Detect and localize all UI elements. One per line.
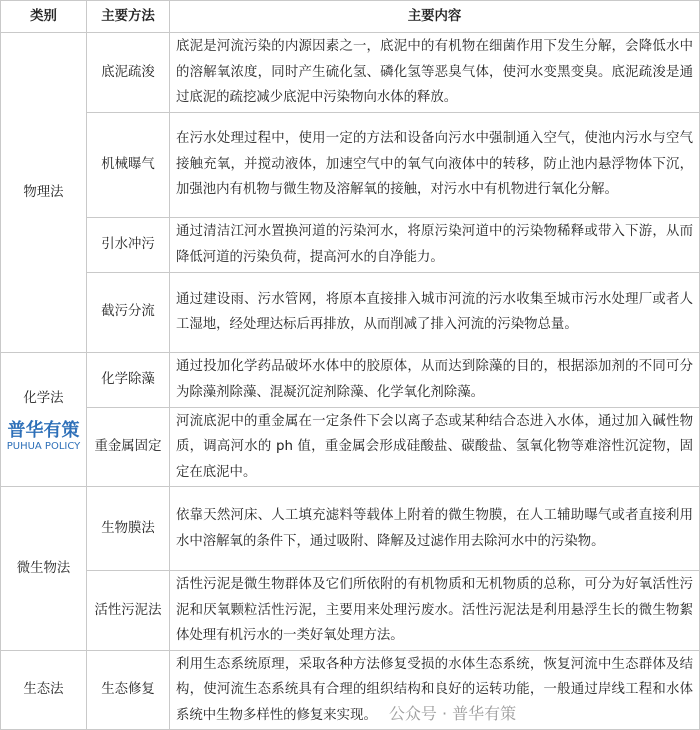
- content-cell: [170, 33, 700, 113]
- category-cell: [1, 352, 87, 487]
- category-cell: [1, 487, 87, 651]
- category-cell: [1, 650, 87, 730]
- category-label: 化学法: [23, 390, 64, 406]
- content-text: 底泥是河流污染的内源因素之一，底泥中的有机物在细菌作用下发生分解，会降低水中的溶解氧浓度，同时产生硫化氢、磷化氢等恶臭气体，使河水变黑变臭。底泥疏浚是通过底泥的疏挖减少底泥中污染物向水体的释放。: [176, 39, 693, 105]
- table-row: [1, 407, 700, 487]
- content-text: 利用生态系统原理，采取各种方法修复受损的水体生态系统，恢复河流中生态群体及结构，使河流生态系统具有合理的组织结构和良好的运转功能，一般通过岸线工程和水体系统中生物多样性的修复来实现。: [176, 656, 693, 723]
- method-cell: 生物膜法: [87, 487, 170, 571]
- table-row: [1, 571, 700, 651]
- table-row: [1, 650, 700, 730]
- content-text: 河流底泥中的重金属在一定条件下会以离子态或某种结合态进入水体，通过加入碱性物质，调高河水的 ph 值，重金属会形成硅酸盐、碳酸盐、氢氧化物等难溶性沉淀物，固定在底泥中。: [176, 413, 693, 480]
- watermark-logo-en: PUHUA POLICY: [6, 441, 81, 452]
- method-cell: 底泥疏浚: [87, 33, 170, 113]
- content-text: 通过投加化学药品破坏水体中的胶原体，从而达到除藻的目的，根据添加剂的不同可分为除藻剂除藻、混凝沉淀剂除藻、化学氧化剂除藻。: [176, 359, 693, 400]
- header-category: 类别: [1, 1, 87, 33]
- category-label: 微生物法: [16, 560, 71, 576]
- content-cell: [170, 487, 700, 571]
- method-cell: 活性污泥法: [87, 571, 170, 651]
- content-cell: [170, 217, 700, 272]
- content-cell: [170, 352, 700, 407]
- table-row: [1, 112, 700, 217]
- category-label: 生态法: [23, 682, 64, 697]
- category-cell: [1, 33, 87, 353]
- content-text: 通过建设雨、污水管网，将原本直接排入城市河流的污水收集至城市污水处理厂或者人工湿地，经处理达标后再排放，从而削减了排入河流的污染物总量。: [176, 291, 693, 332]
- table-row: [1, 272, 700, 352]
- content-cell: [170, 571, 700, 651]
- method-cell: 重金属固定: [87, 407, 170, 487]
- content-text: 活性污泥是微生物群体及它们所依附的有机物质和无机物质的总称，可分为好氧活性污泥和厌氧颗粒活性污泥，主要用来处理污废水。活性污泥法是利用悬浮生长的微生物絮体处理有机污水的一类好氧处理方法。: [176, 577, 693, 643]
- content-cell: [170, 112, 700, 217]
- table-row: [1, 487, 700, 571]
- content-text: 依靠天然河床、人工填充滤料等载体上附着的微生物膜，在人工辅助曝气或者直接利用水中溶解氧的条件下，通过吸附、降解及过滤作用去除河水中的污染物。: [176, 508, 693, 549]
- watermark-account: 公众号 · 普华有策: [388, 703, 517, 723]
- content-text: 通过清洁江河水置换河道的污染河水，将原污染河道中的污染物稀释或带入下游，从而降低河道的污染负荷，提高河水的自净能力。: [176, 224, 693, 265]
- header-method: 主要方法: [87, 1, 170, 33]
- method-cell: 化学除藻: [87, 352, 170, 407]
- method-cell: 截污分流: [87, 272, 170, 352]
- table-header-row: [1, 1, 700, 33]
- method-cell: 生态修复: [87, 650, 170, 730]
- table-row: [1, 217, 700, 272]
- content-text: 在污水处理过程中，使用一定的方法和设备向污水中强制通入空气，使池内污水与空气接触充氧，并搅动液体，加速空气中的氧气向液体中的转移，防止池内悬浮物体下沉，加强池内有机物与微生物及溶解氧的接触，对污水中有机物进行氧化分解。: [176, 131, 693, 198]
- header-content: 主要内容: [170, 1, 700, 33]
- method-cell: 机械曝气: [87, 112, 170, 217]
- watermark-logo-cn: 普华有策: [7, 420, 80, 441]
- category-label: 物理法: [23, 184, 64, 200]
- watermark-logo: [5, 421, 82, 453]
- content-cell: [170, 650, 700, 730]
- content-cell: [170, 272, 700, 352]
- method-cell: 引水冲污: [87, 217, 170, 272]
- table-row: [1, 352, 700, 407]
- table-row: [1, 33, 700, 113]
- content-cell: [170, 407, 700, 487]
